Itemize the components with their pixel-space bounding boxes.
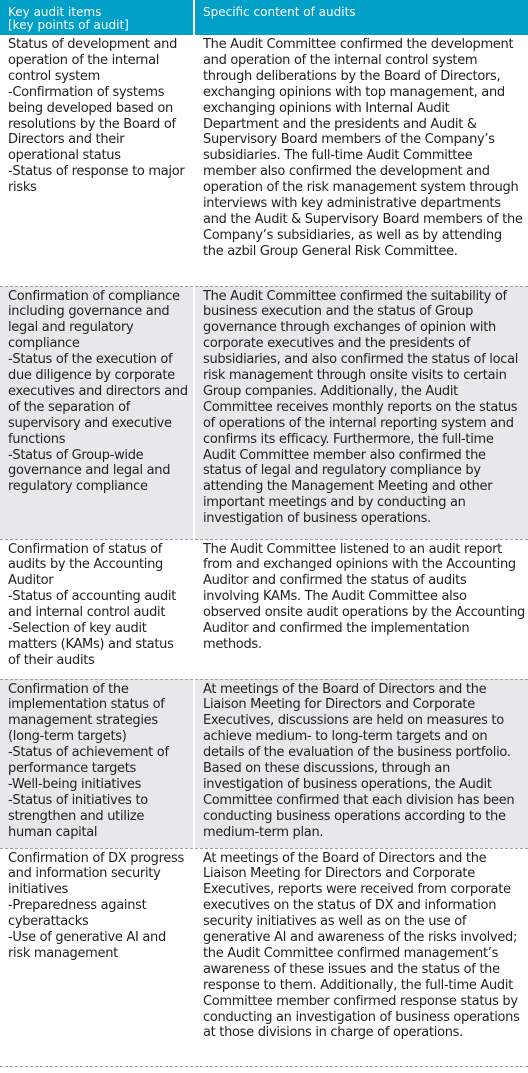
header-key-audit-items-label: Key audit items [key points of audit] — [8, 5, 129, 32]
audit-content-text: At meetings of the Board of Directors and the Liaison Meeting for Directors and Corporate Executives, discussions are held on measures to achieve medium- to long-term targets and on details of the evaluation of the business portfolio. Based on these discussions, through an investigation of business operations, the Audit Committee confirmed that each division has been conducting business operations according to the medium-term plan. — [203, 681, 515, 840]
audit-item-title: Status of development and operation of the internal control system — [8, 37, 178, 84]
audit-content-cell — [194, 848, 528, 1066]
audit-content-cell — [194, 679, 528, 848]
audit-point: -Status of the execution of due diligence by corporate executives and directors and of the separation of supervisory and executive functions — [8, 352, 188, 447]
audit-content-cell — [194, 539, 528, 679]
audit-point: -Status of response to major risks — [8, 164, 185, 196]
audit-point: -Status of accounting audit and internal control audit — [8, 589, 177, 621]
audit-item-title: Confirmation of compliance including governance and legal and regulatory compliance — [8, 288, 180, 352]
audit-point: -Selection of key audit matters (KAMs) and status of their audits — [8, 621, 174, 668]
audit-item-title: Confirmation of DX progress and information security initiatives — [8, 850, 184, 898]
header-specific-content — [194, 0, 528, 35]
audit-content-text: The Audit Committee listened to an audit report from and exchanged opinions with the Accounting Auditor and confirmed the status of audits involving KAMs. The Audit Committee also observed onsite audit operations by the Accounting Auditor and confirmed the implementation methods. — [203, 541, 525, 652]
audit-point: -Well-being initiatives — [8, 776, 142, 792]
header-specific-content-label: Specific content of audits — [203, 5, 356, 19]
audit-item-cell — [0, 679, 194, 848]
audit-point: -Status of Group-wide governance and legal and regulatory compliance — [8, 447, 171, 495]
audit-point: -Status of achievement of performance targets — [8, 745, 169, 777]
table-row — [0, 848, 528, 1066]
audit-item-title: Confirmation of status of audits by the Accounting Auditor — [8, 541, 164, 589]
audit-content-cell — [194, 286, 528, 539]
audit-item-cell — [0, 848, 194, 1066]
audit-point: -Use of generative AI and risk management — [8, 930, 166, 961]
audit-content-text: The Audit Committee confirmed the suitability of business execution and the status of Group governance through exchanges of opinion with corporate executives and the presidents of subsidiaries, and also confirmed the status of local risk management through onsite visits to certain Group companies. Additionally, the Audit Committee receives monthly reports on the status of operations of the internal reporting system and confirms its efficacy. Furthermore, the full-time Audit Committee member also confirmed the status of legal and regulatory compliance by attending the Management Meeting and other important meetings and by conducting an investigation of business operations. — [203, 288, 519, 527]
table-row — [0, 35, 528, 286]
audit-content-text: The Audit Committee confirmed the development and operation of the internal control system through deliberations by the Board of Directors, exchanging opinions with top management, and exchanging opinions with Internal Audit Department and the presidents and Audit & Supervisory Board members of the Company’s subsidiaries. The full-time Audit Committee member also confirmed the development and operation of the risk management system through interviews with key administrative departments and the Audit & Supervisory Board members of the Company’s subsidiaries, as well as by attending the azbil Group General Risk Committee. — [203, 37, 523, 259]
audit-point: -Preparedness against cyberattacks — [8, 898, 147, 930]
table-header-row — [0, 0, 528, 35]
audit-item-cell — [0, 539, 194, 679]
table-row — [0, 679, 528, 848]
audit-item-cell — [0, 286, 194, 539]
audit-content-cell — [194, 35, 528, 286]
audit-point: -Status of initiatives to strengthen and utilize human capital — [8, 792, 148, 840]
table-row — [0, 286, 528, 539]
table-row — [0, 539, 528, 679]
audit-point: -Confirmation of systems being developed based on resolutions by the Board of Directors and their operational status — [8, 84, 176, 164]
header-key-audit-items — [0, 0, 194, 35]
audit-item-title: Confirmation of the implementation status of management strategies (long-term targets) — [8, 681, 165, 745]
audit-content-text: At meetings of the Board of Directors and the Liaison Meeting for Directors and Corporate Executives, reports were received from corporate executives on the status of DX and information security initiatives as well as on the use of generative AI and awareness of the risks involved; the Audit Committee confirmed management’s awareness of these issues and the status of the response to them. Additionally, the full-time Audit Committee member confirmed response status by conducting an investigation of business operations at those divisions in charge of operations. — [203, 850, 520, 1041]
audit-item-cell — [0, 35, 194, 286]
